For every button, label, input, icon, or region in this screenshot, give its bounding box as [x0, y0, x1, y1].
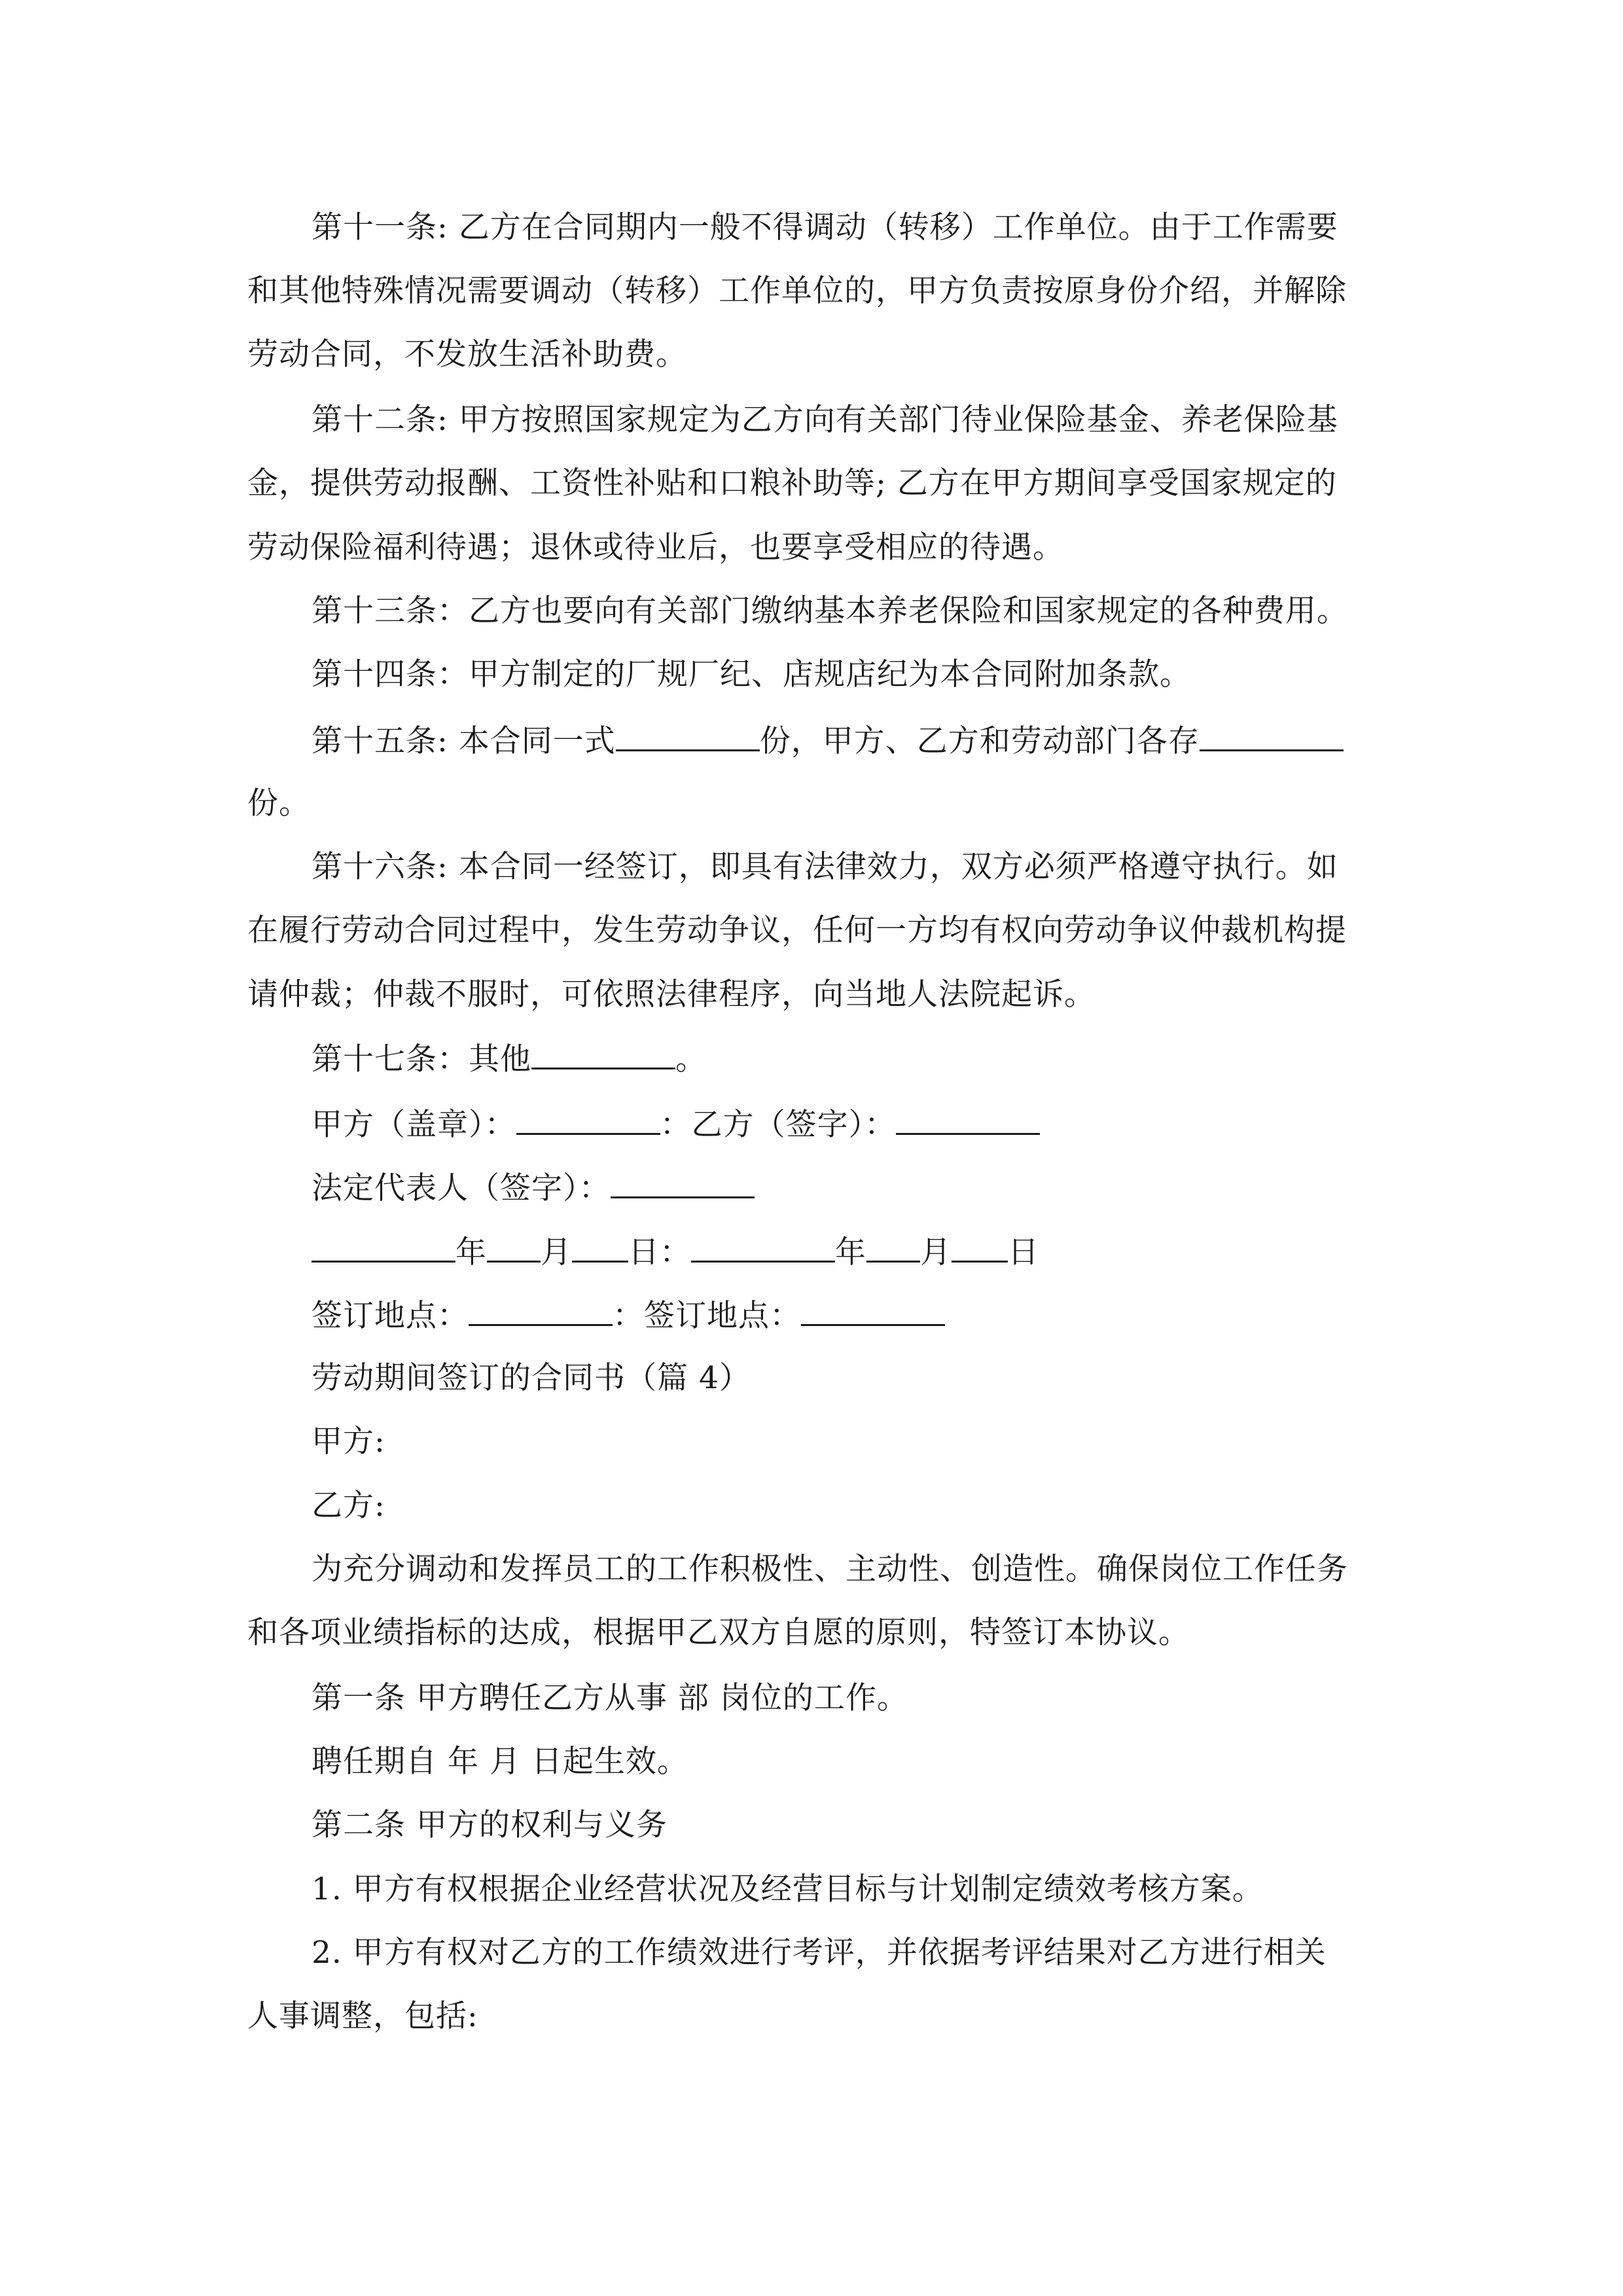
legal-rep-line	[312, 1168, 1450, 1208]
article-16-line-3: 请仲裁；仲裁不服时，可依照法律程序，向当地人法院起诉。	[247, 977, 1096, 1013]
article-12-line-2: 金，提供劳动报酬、工资性补贴和口粮补助等; 乙方在甲方期间享受国家规定的	[247, 465, 1337, 501]
article-15-text-b: 份，甲方、乙方和劳动部门各存	[759, 723, 1200, 759]
clause-2-title: 第二条 甲方的权利与义务	[312, 1807, 668, 1843]
party-a-day-blank[interactable]	[572, 1232, 628, 1263]
each-keeps-blank[interactable]	[1200, 721, 1344, 751]
month-label-a: 月	[541, 1234, 572, 1270]
party-b-year-blank[interactable]	[691, 1232, 835, 1263]
month-label-b: 月	[920, 1234, 952, 1270]
party-a-seal-blank[interactable]	[516, 1104, 660, 1135]
article-11-line-3: 劳动合同，不发放生活补助费。	[247, 336, 687, 372]
day-label-b: 日	[1008, 1234, 1039, 1270]
article-16-line-2: 在履行劳动合同过程中，发生劳动争议，任何一方均有权向劳动争议仲裁机构提	[247, 912, 1347, 948]
party-b-label: 乙方:	[312, 1488, 385, 1524]
legal-rep-blank[interactable]	[611, 1168, 755, 1198]
article-12-line-1: 第十二条: 甲方按照国家规定为乙方向有关部门待业保险基金、养老保险基	[312, 402, 1338, 438]
article-15-line-1	[312, 721, 1450, 761]
article-17	[312, 1039, 1450, 1079]
signing-place-line	[312, 1295, 1450, 1336]
section-title: 劳动期间签订的合同书（篇 4）	[312, 1360, 751, 1396]
signing-place-label-a: 签订地点：	[312, 1298, 469, 1334]
copies-blank[interactable]	[616, 721, 760, 751]
party-a-seal-label: 甲方（盖章）：	[312, 1107, 516, 1143]
date-line	[312, 1232, 1450, 1272]
preamble-line-2: 和各项业绩指标的达成，根据甲乙双方自愿的原则，特签订本协议。	[247, 1615, 1190, 1651]
article-15-text-a: 第十五条: 本合同一式	[312, 723, 616, 759]
year-label-a: 年	[455, 1234, 487, 1270]
party-a-month-blank[interactable]	[487, 1232, 541, 1263]
clause-2-item-1: 1. 甲方有权根据企业经营状况及经营目标与计划制定绩效考核方案。	[312, 1871, 1264, 1907]
article-17-end: 。	[675, 1041, 707, 1077]
article-14: 第十四条：甲方制定的厂规厂纪、店规店纪为本合同附加条款。	[312, 656, 1191, 692]
signing-place-blank-b[interactable]	[801, 1295, 945, 1326]
party-b-sign-blank[interactable]	[896, 1104, 1040, 1135]
article-16-line-1: 第十六条: 本合同一经签订，即具有法律效力，双方必须严格遵守执行。如	[312, 849, 1338, 885]
other-blank[interactable]	[531, 1039, 675, 1069]
clause-2-item-2-line-2: 人事调整，包括:	[247, 1998, 478, 2034]
clause-1-term: 聘任期自 年 月 日起生效。	[312, 1744, 688, 1780]
clause-2-item-2-line-1: 2. 甲方有权对乙方的工作绩效进行考评，并依据考评结果对乙方进行相关	[312, 1935, 1327, 1971]
signing-place-label-b: ：签订地点：	[613, 1298, 801, 1334]
article-12-line-3: 劳动保险福利待遇；退休或待业后，也要享受相应的待遇。	[247, 529, 1064, 565]
article-15-line-2: 份。	[247, 785, 310, 821]
clause-1: 第一条 甲方聘任乙方从事 部 岗位的工作。	[312, 1680, 908, 1716]
preamble-line-1: 为充分调动和发挥员工的工作积极性、主动性、创造性。确保岗位工作任务	[312, 1551, 1348, 1587]
signing-place-blank-a[interactable]	[469, 1295, 613, 1326]
party-a-year-blank[interactable]	[312, 1232, 455, 1263]
signature-line	[312, 1104, 1450, 1145]
article-11-line-1: 第十一条: 乙方在合同期内一般不得调动（转移）工作单位。由于工作需要	[312, 209, 1338, 245]
party-a-label: 甲方:	[312, 1424, 385, 1460]
party-b-month-blank[interactable]	[866, 1232, 920, 1263]
legal-rep-label: 法定代表人（签字）：	[312, 1170, 611, 1206]
article-17-text: 第十七条：其他	[312, 1041, 531, 1077]
year-label-b: 年	[835, 1234, 866, 1270]
article-13: 第十三条：乙方也要向有关部门缴纳基本养老保险和国家规定的各种费用。	[312, 593, 1348, 629]
party-b-day-blank[interactable]	[952, 1232, 1008, 1263]
day-label-a: 日：	[628, 1234, 691, 1270]
article-11-line-2: 和其他特殊情况需要调动（转移）工作单位的，甲方负责按原身份介绍，并解除	[247, 273, 1347, 309]
party-b-sign-label: ：乙方（签字）：	[660, 1107, 896, 1143]
